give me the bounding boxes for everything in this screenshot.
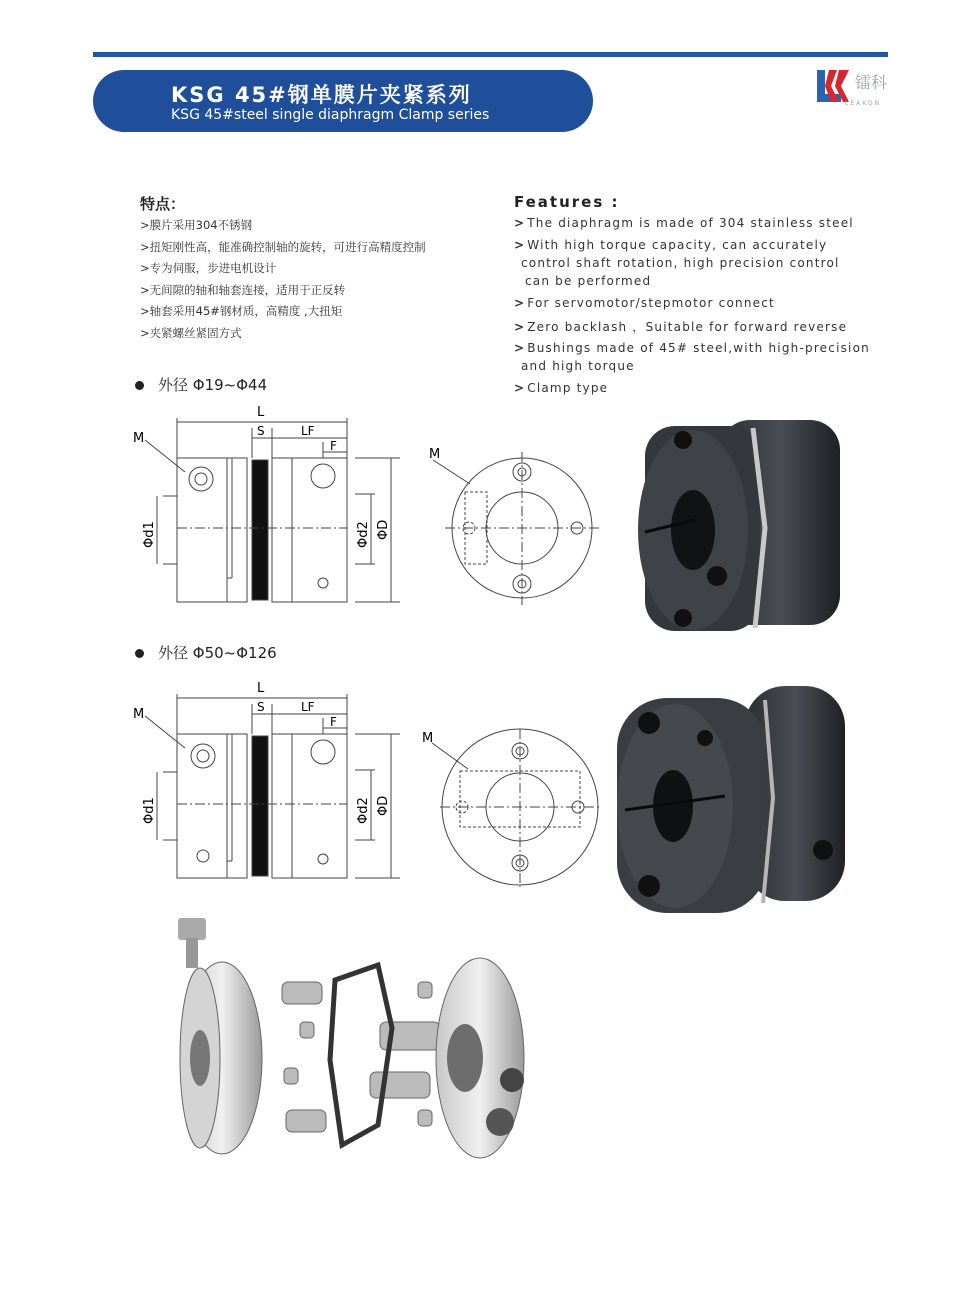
features-cn-list (140, 217, 426, 347)
feature-cn-item: >扭矩刚性高，能准确控制轴的旋转，可进行高精度控制 (140, 239, 426, 254)
feature-en-item: > Bushings made of 45# steel,with high-precision (514, 341, 870, 355)
dim-label-d1: Φd1 (142, 797, 157, 824)
dim-label-LF: LF (301, 700, 315, 714)
section-label-small: 外径 Φ19~Φ44 (135, 374, 267, 395)
features-en-list (514, 216, 870, 401)
logo-cn: 镭科 (855, 73, 888, 92)
title-banner (93, 70, 593, 132)
dim-label-D: ΦD (376, 795, 391, 816)
side-view-drawing-large (125, 676, 415, 886)
features-cn-heading: 特点： (140, 195, 186, 213)
dim-label-L: L (257, 405, 265, 420)
dim-label-L: L (257, 681, 265, 696)
dim-label-M: M (133, 431, 145, 446)
brand-logo (815, 68, 895, 110)
front-view-drawing-large (420, 725, 620, 900)
feature-en-item-cont: can be performed (525, 274, 652, 288)
front-view-drawing-small (425, 440, 615, 615)
feature-en-item: > Clamp type (514, 381, 609, 395)
front-label-M: M (422, 731, 434, 746)
feature-cn-item: >夹紧螺丝紧固方式 (140, 325, 242, 340)
exploded-assembly-view (160, 910, 540, 1165)
title-en: KSG 45#steel single diaphragm Clamp series (171, 107, 490, 123)
logo-en: LEAKON (845, 100, 882, 107)
dim-label-D: ΦD (376, 519, 391, 540)
feature-en-item: > For servomotor/stepmotor connect (514, 296, 775, 310)
side-view-drawing-small (125, 400, 415, 610)
feature-cn-item: >专为伺服，步进电机设计 (140, 261, 277, 276)
bullet-dot-icon (135, 381, 144, 390)
dim-label-d2: Φd2 (356, 797, 371, 824)
dim-label-F: F (330, 715, 337, 729)
front-label-M: M (429, 447, 441, 462)
header-rule (93, 52, 888, 57)
feature-en-item: > Zero backlash ，Suitable for forward reverse (514, 320, 848, 334)
dim-label-d1: Φd1 (142, 521, 157, 548)
feature-en-item-cont: and high torque (521, 359, 635, 373)
dim-label-F: F (330, 439, 337, 453)
dim-label-LF: LF (301, 424, 315, 438)
feature-cn-item: >膜片采用304不锈钢 (140, 218, 253, 232)
dim-label-S: S (257, 424, 265, 438)
feature-cn-item: >轴套采用45#钢材质，高精度 ,大扭矩 (140, 304, 343, 319)
dim-label-d2: Φd2 (356, 521, 371, 548)
dim-label-M: M (133, 707, 145, 722)
dim-label-S: S (257, 700, 265, 714)
feature-en-item-cont: control shaft rotation, high precision control (521, 256, 840, 270)
title-cn: KSG 45#钢单膜片夹紧系列 (171, 83, 472, 107)
feature-cn-item: >无间隙的轴和轴套连接，适用于正反转 (140, 282, 346, 297)
feature-en-item: > With high torque capacity, can accurately (514, 238, 828, 252)
bullet-dot-icon (135, 649, 144, 658)
product-photo-large-coupling (605, 678, 860, 918)
section-label-large: 外径 Φ50~Φ126 (135, 642, 277, 663)
product-photo-small-coupling (625, 408, 860, 638)
feature-en-item: > The diaphragm is made of 304 stainless steel (514, 216, 854, 230)
features-en-heading: Features : (514, 193, 620, 211)
